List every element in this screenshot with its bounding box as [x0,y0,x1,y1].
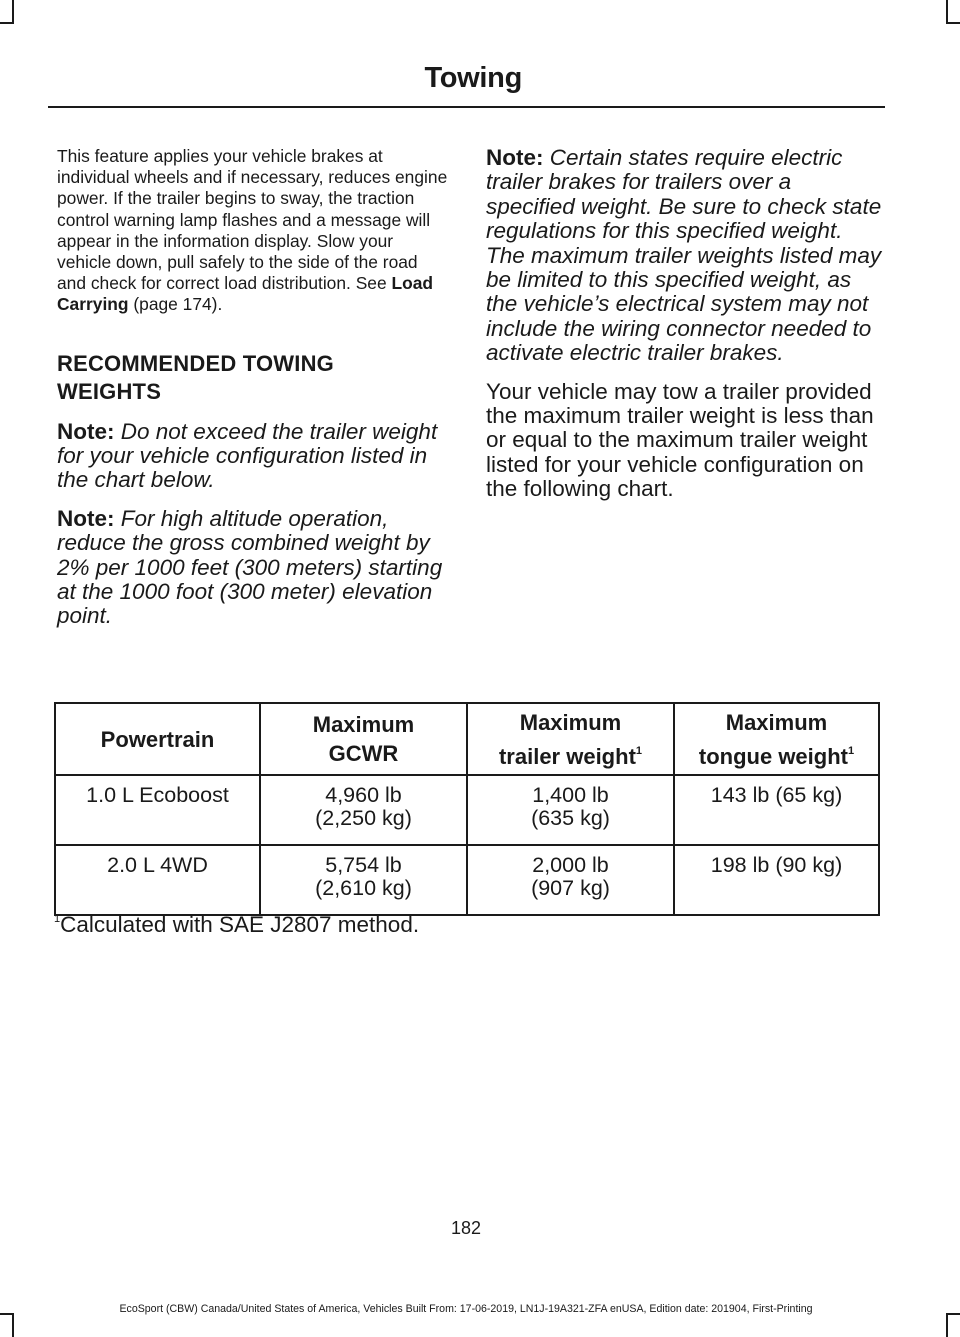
page-number: 182 [450,1218,482,1238]
crop-mark [946,0,948,22]
cell-powertrain: 2.0 L 4WD [55,845,260,915]
page-reference: (page 174). [133,294,223,315]
crop-mark [12,0,14,22]
value-lb: 2,000 lb [532,853,609,877]
table-footnote [54,912,419,938]
header-divider [48,106,885,108]
header-text: tongue weight [698,743,848,769]
header-max-trailer-weight [467,703,674,775]
note-label: Note: [57,505,115,531]
cell-trailer-weight [467,775,674,845]
crop-mark [946,1313,960,1315]
header-line [679,737,874,771]
intro-text: This feature applies your vehicle brakes at individual wheels and if necessary, reduces engine power. If the trailer begins to sway, the traction control warning lamp flashes and a message will appear in the information display. Slow your vehicle down, pull safely to the side of the road and check for correct load distribution. [57,146,448,294]
value-kg: (907 kg) [531,876,610,900]
heading-line-1: RECOMMENDED TOWING [57,350,334,376]
header-line [472,737,669,771]
note-label: Note: [486,145,544,170]
table-row [55,845,879,915]
crop-mark [946,22,960,24]
see-label: See [355,273,387,294]
value-kg: (2,250 kg) [315,806,412,830]
footnote-marker: 1 [847,744,855,757]
note-trailer-weight [57,420,449,493]
footnote-marker: 1 [635,744,643,757]
note-text: Do not exceed the trailer weight for your vehicle configuration listed in the chart below. [57,418,438,493]
header-max-gcwr [260,703,467,775]
cell-tongue-weight: 198 lb (90 kg) [674,845,879,915]
header-powertrain: Powertrain [55,703,260,775]
heading-line-2: WEIGHTS [57,378,162,404]
crop-mark [946,1313,948,1337]
load-carrying-link[interactable]: Load Carrying [57,273,434,315]
value-kg: (2,610 kg) [315,876,412,900]
header-line: Maximum [725,709,828,735]
header-line: Maximum [519,709,622,735]
crop-mark [0,22,14,24]
intro-paragraph [57,146,449,316]
crop-mark [12,1313,14,1337]
header-line: GCWR [328,741,399,766]
footer-edition-info: EcoSport (CBW) Canada/United States of America, Vehicles Built From: 17-06-2019, LN1J-19A321-ZFA enUSA, Edition date: 201904, First-Printing [119,1303,813,1315]
footnote-text: Calculated with SAE J2807 method. [60,912,420,937]
note-text: For high altitude operation, reduce the gross combined weight by 2% per 1000 feet (300 meters) starting at the 1000 foot (300 meter) elevation point. [57,505,443,629]
towing-weights-table [54,702,880,916]
towing-paragraph: Your vehicle may tow a trailer provided the maximum trailer weight is less than or equal to the maximum trailer weight listed for your vehicle configuration on the following chart. [486,378,874,502]
note-altitude [57,507,449,629]
value-lb: 5,754 lb [325,853,402,877]
cell-tongue-weight: 143 lb (65 kg) [674,775,879,845]
table-header-row [55,703,879,775]
left-column [57,146,449,643]
value-lb: 4,960 lb [325,783,402,807]
section-heading [57,350,449,406]
cell-powertrain: 1.0 L Ecoboost [55,775,260,845]
value-kg: (635 kg) [531,806,610,830]
note-label: Note: [57,418,115,444]
header-line: Maximum [312,712,415,737]
header-max-tongue-weight [674,703,879,775]
cell-gcwr [260,845,467,915]
note-electric-brakes [486,146,882,366]
value-lb: 1,400 lb [532,783,609,807]
note-text: Certain states require electric trailer brakes for trailers over a specified weight. Be sure to check state regulations for this specified weight. The maximum trailer weights listed may be limited to this specified weight, as the vehicle’s electrical system may not include the wiring connector needed to activate electric trailer brakes. [486,145,882,366]
header-text: trailer weight [498,743,636,769]
table-row [55,775,879,845]
cell-trailer-weight [467,845,674,915]
footnote-marker: 1 [54,913,61,925]
page-title: Towing [424,62,522,94]
cell-gcwr [260,775,467,845]
right-column [486,146,882,502]
